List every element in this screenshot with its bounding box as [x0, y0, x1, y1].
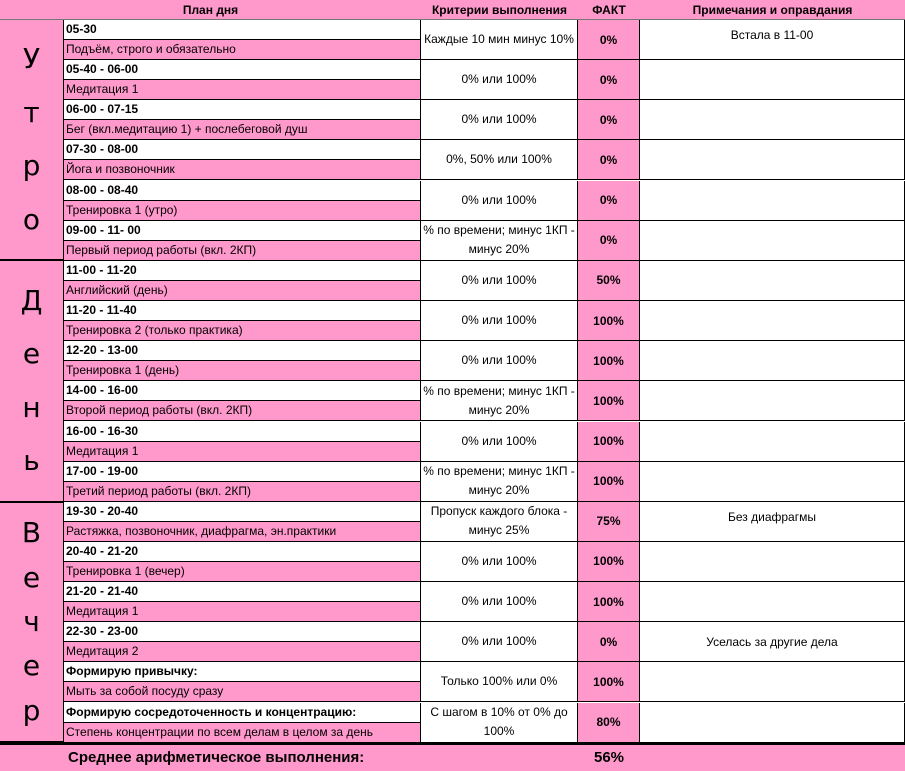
table-row	[64, 381, 905, 421]
task-cell	[64, 542, 421, 582]
criteria-cell: Каждые 10 мин минус 10%	[421, 20, 578, 60]
note-cell: Уселась за другие дела	[640, 622, 905, 662]
period-letter: е	[22, 649, 41, 683]
note-cell	[640, 341, 905, 381]
task-time: 16-00 - 16-30	[64, 422, 420, 442]
fact-cell: 75%	[578, 502, 640, 542]
task-name: Мыть за собой посуду сразу	[64, 682, 420, 701]
task-name: Второй период работы (вкл. 2КП)	[64, 401, 420, 420]
table-row	[64, 622, 905, 662]
header-fact: ФАКТ	[578, 0, 640, 20]
task-time: 21-20 - 21-40	[64, 582, 420, 602]
task-name: Степень концентрации по всем делам в целом за день	[64, 723, 420, 742]
task-cell	[64, 341, 421, 381]
average-label: Среднее арифметическое выполнения:	[68, 749, 365, 766]
task-time: 06-00 - 07-15	[64, 100, 420, 120]
task-time: 11-20 - 11-40	[64, 301, 420, 321]
criteria-cell: 0% или 100%	[421, 60, 578, 100]
criteria-cell: % по времени; минус 1КП - минус 20%	[421, 462, 578, 502]
task-name: Медитация 1	[64, 442, 420, 461]
fact-cell: 100%	[578, 662, 640, 702]
task-cell	[64, 662, 421, 702]
table-row	[64, 181, 905, 221]
average-row	[0, 743, 905, 771]
note-cell	[640, 261, 905, 301]
fact-cell: 0%	[578, 221, 640, 261]
table-row	[64, 60, 905, 100]
fact-cell: 80%	[578, 703, 640, 743]
table-row	[64, 100, 905, 140]
fact-cell: 100%	[578, 542, 640, 582]
criteria-cell: % по времени; минус 1КП - минус 20%	[421, 221, 578, 261]
table-row	[64, 341, 905, 381]
task-cell	[64, 422, 421, 462]
task-name: Тренировка 2 (только практика)	[64, 321, 420, 340]
task-time: 08-00 - 08-40	[64, 181, 420, 201]
task-time: 14-00 - 16-00	[64, 381, 420, 401]
fact-cell: 100%	[578, 422, 640, 462]
fact-cell: 100%	[578, 301, 640, 341]
task-time: 07-30 - 08-00	[64, 140, 420, 160]
note-cell: Встала в 11-00	[640, 20, 905, 60]
table-row	[64, 502, 905, 542]
task-time: Формирую привычку:	[64, 662, 420, 682]
note-cell	[640, 542, 905, 582]
task-name: Тренировка 1 (утро)	[64, 201, 420, 220]
task-cell	[64, 261, 421, 301]
task-cell	[64, 502, 421, 542]
period-letter: р	[22, 693, 41, 727]
table-row	[64, 703, 905, 743]
note-cell	[640, 381, 905, 421]
table-row	[64, 422, 905, 462]
criteria-cell: 0% или 100%	[421, 622, 578, 662]
task-cell	[64, 221, 421, 261]
fact-cell: 50%	[578, 261, 640, 301]
period-letter: У	[22, 42, 41, 76]
fact-cell: 0%	[578, 100, 640, 140]
table-row	[64, 20, 905, 60]
period-morning	[0, 20, 64, 261]
note-cell	[640, 221, 905, 261]
table-row	[64, 582, 905, 622]
task-cell	[64, 301, 421, 341]
criteria-cell: 0% или 100%	[421, 261, 578, 301]
task-name: Медитация 1	[64, 602, 420, 621]
period-letter: ч	[23, 604, 40, 638]
task-name: Первый период работы (вкл. 2КП)	[64, 241, 420, 260]
task-time: 09-00 - 11- 00	[64, 221, 420, 241]
task-cell	[64, 100, 421, 140]
period-letter: н	[22, 390, 41, 424]
table-row	[64, 542, 905, 582]
task-time: 05-40 - 06-00	[64, 60, 420, 80]
task-name: Растяжка, позвоночник, диафрагма, эн.практики	[64, 522, 420, 541]
average-value: 56%	[593, 749, 625, 766]
header-notes: Примечания и оправдания	[640, 0, 905, 20]
fact-cell: 100%	[578, 462, 640, 502]
header-criteria: Критерии выполнения	[421, 0, 578, 20]
note-cell	[640, 582, 905, 622]
task-cell	[64, 381, 421, 421]
task-name: Третий период работы (вкл. 2КП)	[64, 482, 420, 501]
criteria-cell: Только 100% или 0%	[421, 662, 578, 702]
criteria-cell: Пропуск каждого блока - минус 25%	[421, 502, 578, 542]
note-cell	[640, 140, 905, 180]
period-letter: Д	[20, 283, 43, 317]
task-cell	[64, 181, 421, 221]
criteria-cell: 0% или 100%	[421, 422, 578, 462]
criteria-cell: С шагом в 10% от 0% до 100%	[421, 703, 578, 743]
task-time: Формирую сосредоточенность и концентрацию:	[64, 703, 420, 723]
task-name: Тренировка 1 (вечер)	[64, 562, 420, 581]
table-row	[64, 261, 905, 301]
note-cell	[640, 60, 905, 100]
period-letter: е	[22, 560, 41, 594]
fact-cell: 0%	[578, 181, 640, 221]
note-cell	[640, 181, 905, 221]
task-cell	[64, 462, 421, 502]
task-cell	[64, 703, 421, 743]
criteria-cell: 0%, 50% или 100%	[421, 140, 578, 180]
period-letter: р	[22, 149, 41, 183]
task-name: Бег (вкл.медитацию 1) + послебеговой душ	[64, 120, 420, 139]
period-letter: о	[22, 202, 41, 236]
criteria-cell: 0% или 100%	[421, 542, 578, 582]
task-cell	[64, 20, 421, 60]
task-time: 22-30 - 23-00	[64, 622, 420, 642]
table-row	[64, 462, 905, 502]
table-row	[64, 140, 905, 180]
period-evening	[0, 503, 64, 743]
period-letter: т	[23, 95, 40, 129]
fact-cell: 0%	[578, 622, 640, 662]
table-row	[64, 221, 905, 261]
note-cell	[640, 462, 905, 502]
task-name: Медитация 1	[64, 80, 420, 99]
note-cell	[640, 422, 905, 462]
note-cell	[640, 100, 905, 140]
criteria-cell: % по времени; минус 1КП - минус 20%	[421, 381, 578, 421]
criteria-cell: 0% или 100%	[421, 582, 578, 622]
criteria-cell: 0% или 100%	[421, 341, 578, 381]
task-cell	[64, 140, 421, 180]
task-name: Тренировка 1 (день)	[64, 361, 420, 380]
task-time: 20-40 - 21-20	[64, 542, 420, 562]
criteria-cell: 0% или 100%	[421, 100, 578, 140]
header-plan: План дня	[0, 0, 421, 20]
task-time: 17-00 - 19-00	[64, 462, 420, 482]
task-time: 19-30 - 20-40	[64, 502, 420, 522]
fact-cell: 100%	[578, 341, 640, 381]
task-time: 11-00 - 11-20	[64, 261, 420, 281]
task-time: 05-30	[64, 20, 420, 40]
task-time: 12-20 - 13-00	[64, 341, 420, 361]
table-row	[64, 301, 905, 341]
note-cell	[640, 301, 905, 341]
fact-cell: 0%	[578, 140, 640, 180]
task-name: Подъём, строго и обязательно	[64, 40, 420, 59]
period-letter: В	[21, 516, 42, 550]
period-letter: е	[22, 337, 41, 371]
task-name: Йога и позвоночник	[64, 160, 420, 179]
fact-cell: 0%	[578, 60, 640, 100]
task-cell	[64, 622, 421, 662]
note-cell	[640, 662, 905, 702]
criteria-cell: 0% или 100%	[421, 301, 578, 341]
fact-cell: 100%	[578, 582, 640, 622]
table-row	[64, 662, 905, 702]
fact-cell: 100%	[578, 381, 640, 421]
task-name: Медитация 2	[64, 642, 420, 661]
note-cell: Без диафрагмы	[640, 502, 905, 542]
note-cell	[640, 703, 905, 743]
period-letter: ь	[23, 444, 40, 478]
task-cell	[64, 582, 421, 622]
period-day	[0, 261, 64, 503]
task-cell	[64, 60, 421, 100]
task-name: Английский (день)	[64, 281, 420, 300]
fact-cell: 0%	[578, 20, 640, 60]
criteria-cell: 0% или 100%	[421, 181, 578, 221]
